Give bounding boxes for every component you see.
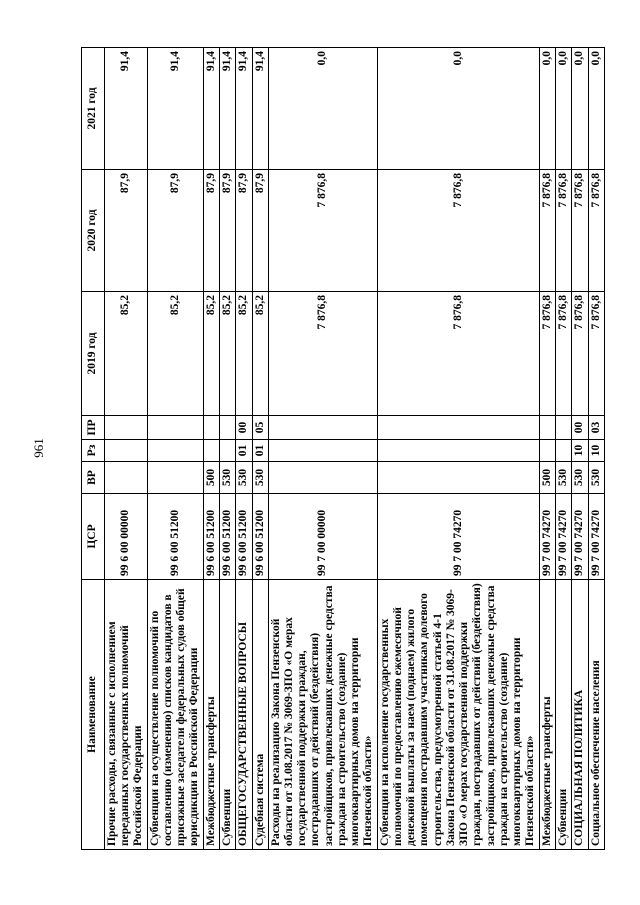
row-rz: [377, 440, 539, 462]
row-csr: 99 7 00 74270: [539, 494, 555, 580]
row-csr: 99 6 00 51200: [220, 494, 236, 580]
row-2019: 85,2: [105, 292, 148, 416]
row-name: Межбюджетные трансферты: [539, 580, 555, 850]
row-pr: [105, 416, 148, 440]
header-2019: 2019 год: [82, 292, 105, 416]
header-csr: ЦСР: [82, 494, 105, 580]
row-pr: 00: [572, 416, 588, 440]
row-2021: 0,0: [539, 48, 555, 170]
row-name: Субвенции: [556, 580, 572, 850]
header-name: Наименование: [82, 580, 105, 850]
row-2019: 7 876,8: [539, 292, 555, 416]
row-pr: [539, 416, 555, 440]
row-name: ОБЩЕГОСУДАРСТВЕННЫЕ ВОПРОСЫ: [236, 580, 252, 850]
row-name: Прочие расходы, связанные с исполнением переданных государственных полномочий Российской Федерации: [105, 580, 148, 850]
table-row: [539, 48, 555, 850]
row-pr: [377, 416, 539, 440]
row-2021: 91,4: [147, 48, 203, 170]
row-rz: [268, 440, 377, 462]
row-rz: [539, 440, 555, 462]
row-name: Субвенции: [220, 580, 236, 850]
row-2019: 7 876,8: [556, 292, 572, 416]
row-rz: [147, 440, 203, 462]
row-vr: 530: [572, 462, 588, 494]
row-rz: 10: [572, 440, 588, 462]
row-csr: 99 7 00 74270: [572, 494, 588, 580]
row-vr: 530: [252, 462, 268, 494]
row-name: Субвенции на исполнение государственных полномочий по предоставлению ежемесячной денежной выплаты за наем (поднаем) жилого помещения пострадавшим участникам долевого строительства, предусмотренной статьей 4-1 Закона Пензенской области от 31.08.2017 № 3069-ЗПО «О мерах государственной поддержки граждан, пострадавших от действий (бездействия) застройщиков, привлекавших денежные средства граждан на строительство (создание) многоквартирных домов на территории Пензенской области»: [377, 580, 539, 850]
row-2021: 91,4: [252, 48, 268, 170]
row-vr: 530: [588, 462, 604, 494]
row-2021: 0,0: [588, 48, 604, 170]
row-name: СОЦИАЛЬНАЯ ПОЛИТИКА: [572, 580, 588, 850]
row-csr: 99 6 00 51200: [203, 494, 219, 580]
row-name: Расходы на реализацию Закона Пензенской области от 31.08.2017 № 3069-ЗПО «О мерах государственной поддержки граждан, пострадавших от действий (бездействия) застройщиков, привлекавших денежные средства граждан на строительство (создание) многоквартирных домов на территории Пензенской области»: [268, 580, 377, 850]
row-2019: 85,2: [147, 292, 203, 416]
row-2020: 7 876,8: [556, 170, 572, 292]
row-2021: 0,0: [556, 48, 572, 170]
row-name: Субвенции на осуществление полномочий по составлению (изменению) списков кандидатов в присяжные заседатели федеральных судов общей юрисдикции в Российской Федерации: [147, 580, 203, 850]
row-2020: 7 876,8: [268, 170, 377, 292]
row-vr: [377, 462, 539, 494]
row-pr: [268, 416, 377, 440]
row-vr: 530: [220, 462, 236, 494]
row-vr: [268, 462, 377, 494]
row-rz: [556, 440, 572, 462]
header-2020: 2020 год: [82, 170, 105, 292]
row-pr: [147, 416, 203, 440]
row-2021: 0,0: [268, 48, 377, 170]
table-row: [377, 48, 539, 850]
budget-table: [81, 47, 605, 850]
header-rz: Рз: [82, 440, 105, 462]
row-csr: 99 7 00 74270: [588, 494, 604, 580]
row-pr: 03: [588, 416, 604, 440]
row-2020: 87,9: [236, 170, 252, 292]
row-pr: 00: [236, 416, 252, 440]
row-vr: [105, 462, 148, 494]
row-2021: 91,4: [236, 48, 252, 170]
row-pr: [556, 416, 572, 440]
table-row: [268, 48, 377, 850]
row-2019: 7 876,8: [377, 292, 539, 416]
table-row: [105, 48, 148, 850]
table-header-row: [82, 48, 105, 850]
row-2020: 87,9: [147, 170, 203, 292]
row-2019: 7 876,8: [268, 292, 377, 416]
row-2020: 7 876,8: [572, 170, 588, 292]
row-2020: 7 876,8: [539, 170, 555, 292]
row-2021: 91,4: [220, 48, 236, 170]
table-row: [252, 48, 268, 850]
row-2019: 85,2: [203, 292, 219, 416]
row-2020: 87,9: [105, 170, 148, 292]
row-name: Межбюджетные трансферты: [203, 580, 219, 850]
row-rz: [220, 440, 236, 462]
row-2019: 85,2: [252, 292, 268, 416]
table-row: [203, 48, 219, 850]
row-name: Социальное обеспечение населения: [588, 580, 604, 850]
row-2019: 7 876,8: [572, 292, 588, 416]
row-vr: [147, 462, 203, 494]
row-vr: 500: [203, 462, 219, 494]
table-row: [572, 48, 588, 850]
rotated-table-container: [81, 48, 605, 850]
row-vr: 530: [556, 462, 572, 494]
row-vr: 530: [236, 462, 252, 494]
row-csr: 99 6 00 51200: [252, 494, 268, 580]
row-pr: [220, 416, 236, 440]
row-rz: 01: [236, 440, 252, 462]
row-2021: 91,4: [105, 48, 148, 170]
row-csr: 99 7 00 74270: [556, 494, 572, 580]
row-rz: [105, 440, 148, 462]
row-rz: [203, 440, 219, 462]
row-2019: 85,2: [236, 292, 252, 416]
row-2021: 0,0: [572, 48, 588, 170]
page-number: 961: [31, 438, 46, 458]
row-2020: 87,9: [252, 170, 268, 292]
table-row: [147, 48, 203, 850]
row-2020: 7 876,8: [588, 170, 604, 292]
row-2020: 7 876,8: [377, 170, 539, 292]
row-2020: 87,9: [220, 170, 236, 292]
row-2021: 0,0: [377, 48, 539, 170]
row-pr: [203, 416, 219, 440]
row-pr: 05: [252, 416, 268, 440]
row-2020: 87,9: [203, 170, 219, 292]
row-rz: 01: [252, 440, 268, 462]
row-csr: 99 7 00 00000: [268, 494, 377, 580]
row-rz: 10: [588, 440, 604, 462]
row-vr: 500: [539, 462, 555, 494]
row-2019: 85,2: [220, 292, 236, 416]
table-row: [220, 48, 236, 850]
header-2021: 2021 год: [82, 48, 105, 170]
row-2021: 91,4: [203, 48, 219, 170]
row-csr: 99 6 00 00000: [105, 494, 148, 580]
header-vr: ВР: [82, 462, 105, 494]
table-row: [236, 48, 252, 850]
row-name: Судебная система: [252, 580, 268, 850]
row-csr: 99 6 00 51200: [147, 494, 203, 580]
header-pr: ПР: [82, 416, 105, 440]
row-csr: 99 6 00 51200: [236, 494, 252, 580]
row-csr: 99 7 00 74270: [377, 494, 539, 580]
table-row: [588, 48, 604, 850]
row-2019: 7 876,8: [588, 292, 604, 416]
table-row: [556, 48, 572, 850]
